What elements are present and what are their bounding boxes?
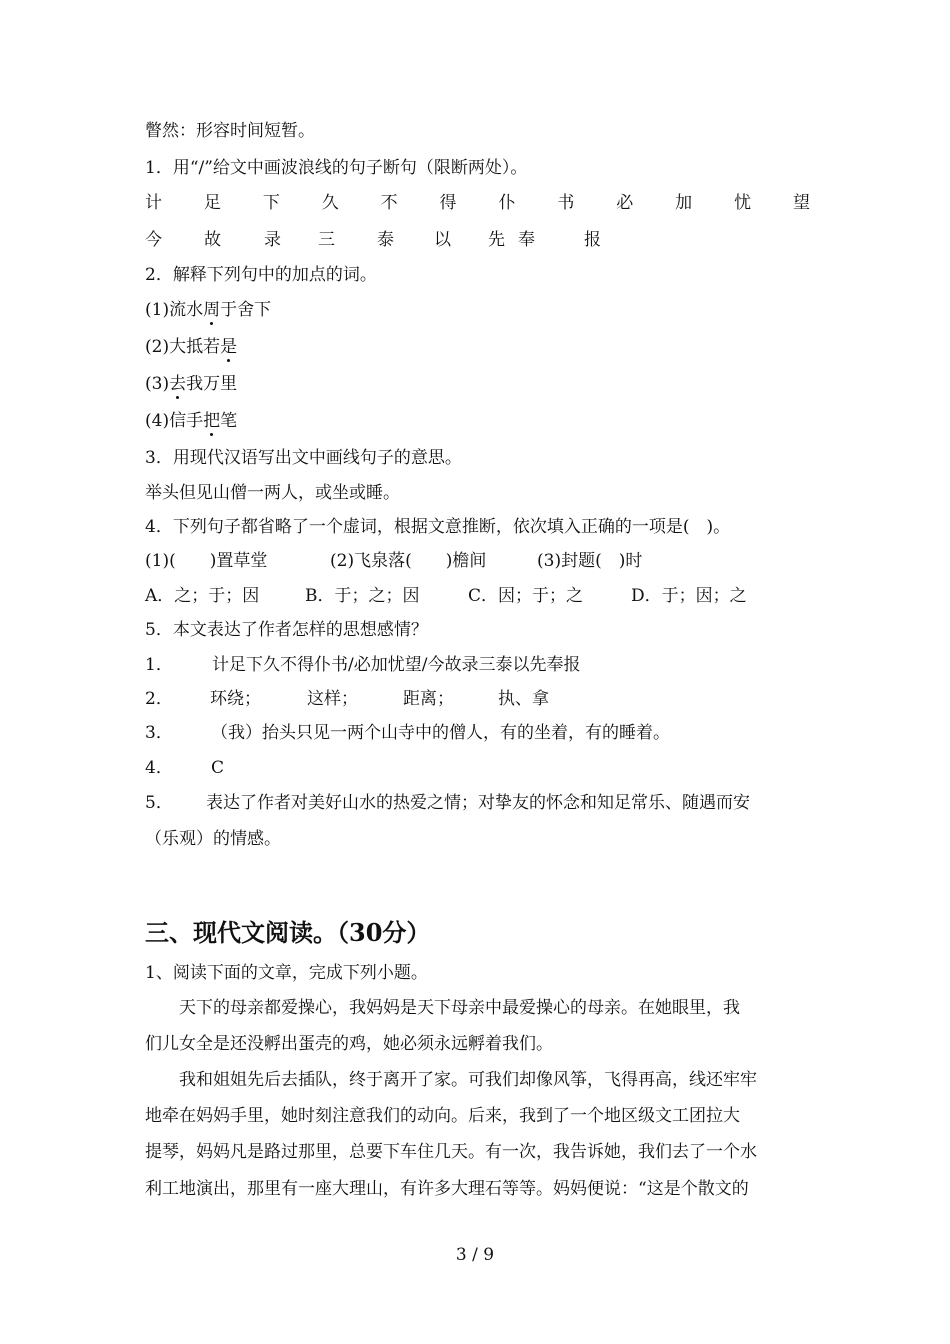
q2-item-2: (2)大抵若是 [145,337,238,357]
dotted-char: 把 [203,411,221,431]
answer-part: 距离； [403,689,454,709]
char: 三 [318,230,335,250]
char: 以 [434,230,451,250]
answer-text: C [211,758,225,778]
char: 必 [616,193,634,213]
answer-number: 4． [145,758,173,778]
paragraph-line: 利工地演出，那里有一座大理山，有许多大理石等等。妈妈便说：“这是个散文的 [145,1179,749,1199]
char: 书 [557,193,575,213]
answer-number: 2． [145,689,173,709]
q2-item-1: (1)流水周于舍下 [145,300,272,320]
answer-text: 计足下久不得仆书/必加忧望/今故录三泰以先奉报 [212,655,581,675]
char: 报 [584,230,601,250]
question-1: 1．用“/”给文中画波浪线的句子断句（限断两处）。 [145,158,528,178]
char: 今 [145,230,162,250]
dotted-char: 是 [220,337,238,357]
section-title: 三、现代文阅读。（30分） [145,918,431,947]
char: 故 [204,230,221,250]
q2-item-4: (4)信手把笔 [145,411,238,431]
q4-blank: (1)( )置草堂 [145,551,268,571]
answer-part: 这样； [307,689,358,709]
q4-option-d: D．于；因；之 [631,586,747,606]
char: 加 [675,193,693,213]
answer-5 [145,792,810,814]
q4-option-c: C．因；于；之 [468,586,584,606]
answer-text: 表达了作者对美好山水的热爱之情；对挚友的怀念和知足常乐、随遇而安 [206,793,750,813]
char: 奉 [518,230,535,250]
char: 计 [145,193,162,213]
answer-number: 5． [145,793,173,813]
answer-4 [145,757,810,779]
char: 不 [380,193,398,213]
q1-char-row-1 [145,192,810,214]
answer-1 [145,654,810,676]
answer-number: 3． [145,723,173,743]
answer-number: 1． [145,655,173,675]
paragraph-line: 们儿女全是还没孵出蛋壳的鸡，她必须永远孵着我们。 [145,1034,553,1054]
q4-option-b: B．于；之；因 [305,586,420,606]
char: 仆 [498,193,516,213]
question-3: 3．用现代汉语写出文中画线句子的意思。 [145,448,462,468]
answer-part: 环绕； [210,689,261,709]
char: 忧 [734,193,752,213]
section-intro: 1、阅读下面的文章，完成下列小题。 [145,963,428,983]
char: 下 [262,193,280,213]
answer-3 [145,722,810,744]
char: 先 [488,230,505,250]
char: 望 [792,193,810,213]
char: 泰 [377,230,394,250]
answer-text: （我）抬头只见一两个山寺中的僧人，有的坐着，有的睡着。 [211,723,670,743]
char: 得 [439,193,457,213]
dotted-char: 去 [169,374,187,394]
paragraph-line: 我和姐姐先后去插队，终于离开了家。可我们却像风筝，飞得再高，线还牢牢 [179,1070,757,1090]
page-number: 3 / 9 [455,1245,495,1265]
paragraph-line: 提琴，妈妈凡是路过那里，总要下车住几天。有一次，我告诉她，我们去了一个水 [145,1142,757,1162]
q3-sentence: 举头但见山僧一两人，或坐或睡。 [145,483,400,503]
q4-option-a: A．之；于；因 [145,586,260,606]
char: 久 [321,193,339,213]
q2-item-3: (3)去我万里 [145,374,238,394]
note-line: 瞥然：形容时间短暂。 [145,121,315,141]
char: 足 [203,193,221,213]
q4-blank: (3)封题( )时 [537,551,643,571]
char: 录 [264,230,281,250]
question-4: 4．下列句子都省略了一个虚词，根据文意推断，依次填入正确的一项是( )。 [145,517,731,537]
paragraph-line: 地牵在妈妈手里，她时刻注意我们的动向。后来，我到了一个地区级文工团拉大 [145,1106,740,1126]
q4-blank: (2)飞泉落( )檐间 [330,551,487,571]
answer-2 [145,688,810,710]
paragraph-line: 天下的母亲都爱操心，我妈妈是天下母亲中最爱操心的母亲。在她眼里，我 [179,998,740,1018]
answer-5-continued: （乐观）的情感。 [145,829,281,849]
dotted-char: 周 [203,300,221,320]
answer-part: 执、拿 [498,689,549,709]
question-2: 2．解释下列句中的加点的词。 [145,265,377,285]
question-5: 5．本文表达了作者怎样的思想感情？ [145,620,428,640]
